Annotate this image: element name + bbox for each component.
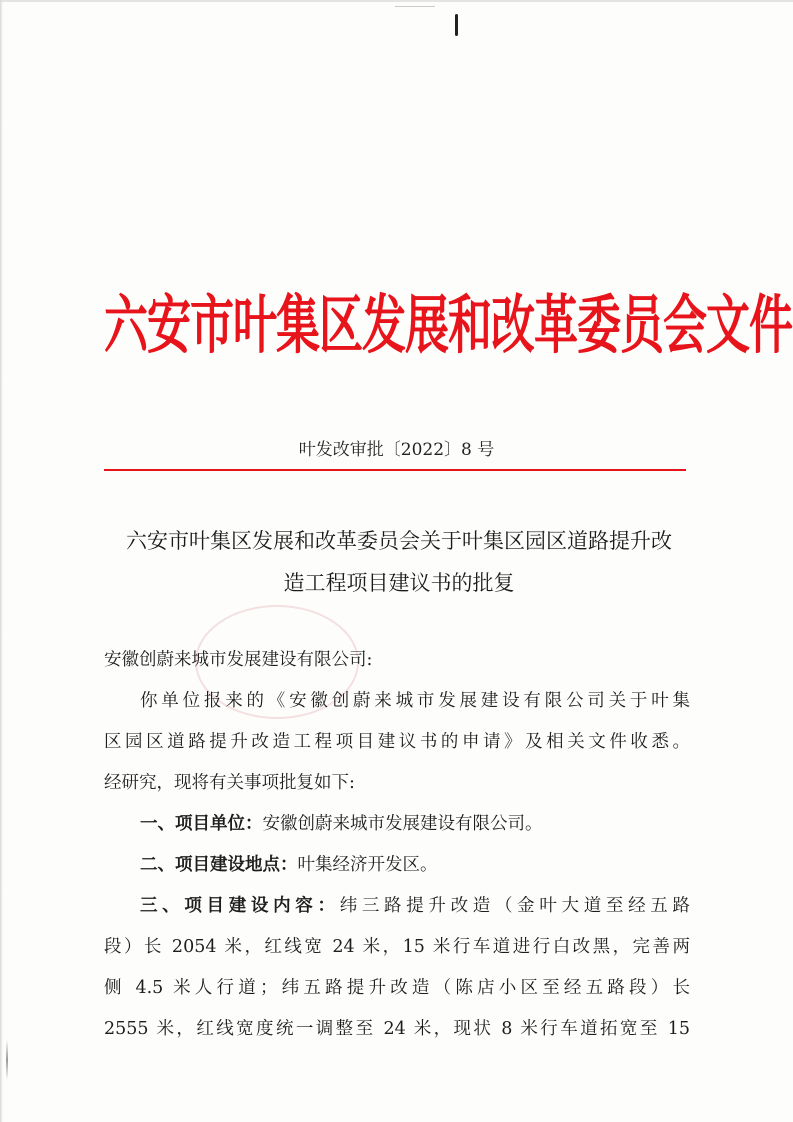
document-body — [104, 640, 690, 1050]
paragraph-line: 你单位报来的《安徽创蔚来城市发展建设有限公司关于叶集 — [140, 691, 690, 711]
scan-margin-mark — [6, 1040, 8, 1080]
scan-artifact-top — [395, 0, 435, 7]
paragraph-line: 侧 4.5 米人行道；纬五路提升改造（陈店小区至经五路段）长 — [104, 978, 690, 998]
item-project-location — [104, 845, 690, 886]
document-masthead: 六安市叶集区发展和改革委员会文件 — [104, 288, 792, 363]
paragraph-line: 区园区道路提升改造工程项目建议书的申请》及相关文件收悉。 — [104, 732, 690, 752]
item-label: 三、项目建设内容： — [140, 896, 340, 916]
item-project-unit — [104, 804, 690, 845]
paragraph-line: 经研究，现将有关事项批复如下: — [104, 773, 355, 793]
item-label: 二、项目建设地点： — [140, 855, 298, 875]
binding-mark — [455, 14, 458, 36]
red-separator-rule — [104, 469, 686, 471]
item-project-content — [104, 886, 690, 927]
paragraph-line: 段）长 2054 米，红线宽 24 米，15 米行车道进行白改黑，完善两 — [104, 937, 690, 957]
paragraph-line: 2555 米，红线宽度统一调整至 24 米，现状 8 米行车道拓宽至 15 — [104, 1019, 690, 1039]
document-title — [104, 520, 694, 604]
item-text: 安徽创蔚来城市发展建设有限公司。 — [262, 814, 543, 834]
document-number: 叶发改审批〔2022〕8 号 — [298, 440, 495, 460]
item-text: 纬三路提升改造（金叶大道至经五路 — [339, 896, 690, 916]
item-text: 叶集经济开发区。 — [297, 855, 438, 875]
addressee: 安徽创蔚来城市发展建设有限公司: — [104, 650, 373, 670]
title-line: 六安市叶集区发展和改革委员会关于叶集区园区道路提升改 — [126, 529, 672, 553]
item-label: 一、项目单位： — [140, 814, 263, 834]
scan-edge-left — [0, 0, 3, 1122]
title-line: 造工程项目建议书的批复 — [283, 571, 515, 595]
